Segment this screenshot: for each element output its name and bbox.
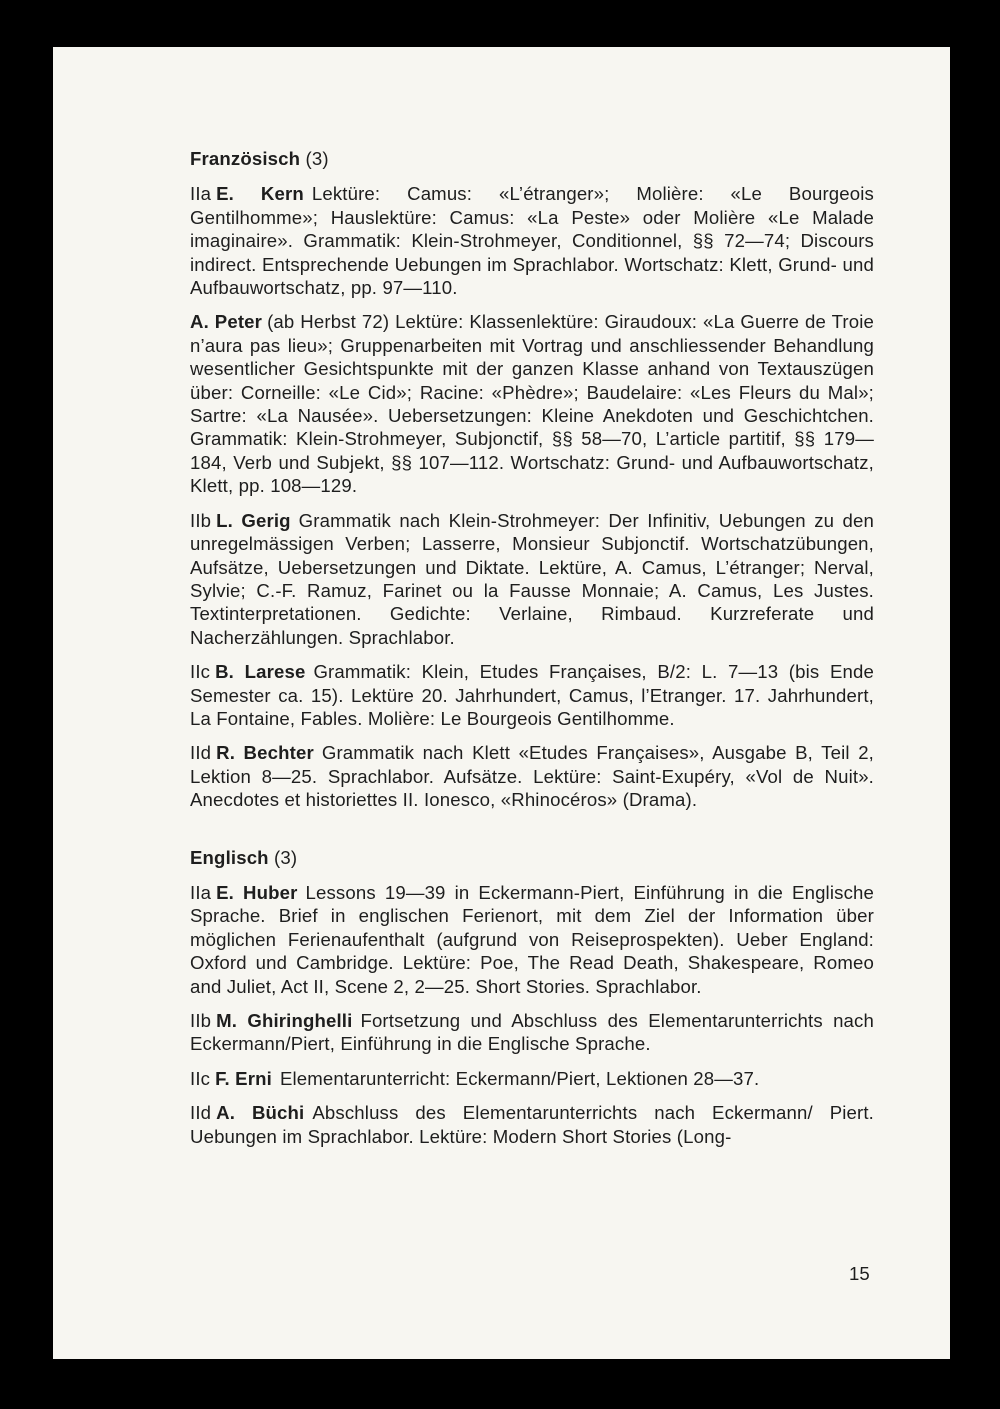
section-spacer xyxy=(190,823,874,846)
page-content xyxy=(190,147,874,1159)
course-description: Lessons 19—39 in Eckermann-Piert, Einführung in die Englische Sprache. Brief in englischen Ferienort, mit dem Ziel der Information über möglichen Ferienaufenthalt (aufgrund von Reiseprospekten). Ueber England: Oxford und Cambridge. Lektüre: Poe, The Read Death, Shakespeare, Romeo and Juliet, Act II, Scene 2, 2—25. Short Stories. Sprachlabor. xyxy=(190,881,874,997)
course-description: Lektüre: Camus: «L’étranger»; Molière: «Le Bourgeois Gentilhomme»; Hauslektüre: Camus: «La Peste» oder Molière «Le Malade imaginaire». Grammatik: Klein-Strohmeyer, Conditionnel, §§ 72—74; Discours indirect. Entsprechende Uebungen im Sprachlabor. Wortschatz: Klett, Grund- und Aufbauwortschatz, pp. 97—110. xyxy=(190,183,874,299)
teacher-name: F. Erni xyxy=(215,1067,272,1089)
document-page xyxy=(53,47,950,1359)
course-entry xyxy=(190,741,874,811)
teacher-name: L. Gerig xyxy=(216,509,291,531)
course-description: Elementarunterricht: Eckermann/Piert, Lektionen 28—37. xyxy=(279,1067,760,1089)
teacher-name: A. Peter xyxy=(190,311,263,333)
section-heading-franzoesisch xyxy=(190,147,874,170)
course-description: (ab Herbst 72) Lektüre: Klassenlektüre: Giraudoux: «La Guerre de Troie n’aura pas lieu»; Gruppenarbeiten mit Vortrag und anschliessender Behandlung wesentlicher Gesichtspunkte mit der ganzen Klasse anhand von Textauszügen über: Corneille: «Le Cid»; Racine: «Phèdre»; Baudelaire: «Les Fleurs du Mal»; Sartre: «La Nausée». Uebersetzungen: Kleine Anekdoten und Geschichtchen. Grammatik: Klein-Strohmeyer, Subjonctif, §§ 58—70, L’article partitif, §§ 179—184, Verb und Subjekt, §§ 107—112. Wortschatz: Grund- und Aufbauwortschatz, Klett, pp. 108—129. xyxy=(190,311,874,497)
course-entry xyxy=(190,310,874,497)
section-count: (3) xyxy=(305,148,329,169)
teacher-name: E. Kern xyxy=(216,183,304,205)
section-title: Englisch xyxy=(190,846,269,868)
course-entry xyxy=(190,1067,874,1090)
course-description: Fortsetzung und Abschluss des Elementarunterrichts nach Eckermann/Piert, Einführung in die Englische Sprache. xyxy=(190,1010,874,1055)
teacher-name: R. Bechter xyxy=(216,742,314,764)
teacher-name: B. Larese xyxy=(215,661,306,683)
course-entry xyxy=(190,1009,874,1056)
teacher-name: E. Huber xyxy=(216,881,298,903)
teacher-name: A. Büchi xyxy=(216,1102,305,1124)
class-label: IIc xyxy=(190,661,211,683)
class-label: IId xyxy=(190,1102,212,1124)
course-entry xyxy=(190,881,874,998)
course-description: Grammatik: Klein, Etudes Françaises, B/2: L. 7—13 (bis Ende Semester ca. 15). Lektüre 20. Jahrhundert, Camus, l’Etranger. 17. Jahrhundert, La Fontaine, Fables. Molière: Le Bourgeois Gentilhomme. xyxy=(190,661,874,729)
section-count: (3) xyxy=(274,846,298,868)
section-heading-englisch xyxy=(190,846,874,869)
course-description: Grammatik nach Klett «Etudes Françaises», Ausgabe B, Teil 2, Lektion 8—25. Sprachlabor. Aufsätze. Lektüre: Saint-Exupéry, «Vol de Nuit». Anecdotes et historiettes II. Ionesco, «Rhinocéros» (Drama). xyxy=(190,742,874,811)
course-entry xyxy=(190,509,874,649)
class-label: IIa xyxy=(190,881,212,903)
class-label: IId xyxy=(190,742,212,764)
class-label: IIc xyxy=(190,1067,211,1089)
teacher-name: M. Ghiringhelli xyxy=(216,1010,353,1031)
page-number: 15 xyxy=(849,1263,870,1284)
course-description: Grammatik nach Klein-Strohmeyer: Der Infinitiv, Uebungen zu den unregelmässigen Verben; Lasserre, Monsieur Subjonctif. Wortschatzübungen, Aufsätze, Uebersetzungen und Diktate. Lektüre, A. Camus, L’étranger; Nerval, Sylvie; C.-F. Ramuz, Farinet ou la Fausse Monnaie; A. Camus, Les Justes. Textinterpretationen. Gedichte: Verlaine, Rimbaud. Kurzreferate und Nacherzählungen. Sprachlabor. xyxy=(190,509,875,648)
course-description: Abschluss des Elementarunterrichts nach Eckermann/ Piert. Uebungen im Sprachlabor. Lektüre: Modern Short Stories (Long- xyxy=(190,1102,874,1147)
section-title: Französisch xyxy=(190,148,301,169)
course-entry xyxy=(190,660,874,730)
course-entry xyxy=(190,1101,874,1148)
course-entry xyxy=(190,182,874,299)
class-label: IIa xyxy=(190,183,212,205)
class-label: IIb xyxy=(190,509,212,531)
class-label: IIb xyxy=(190,1010,212,1031)
